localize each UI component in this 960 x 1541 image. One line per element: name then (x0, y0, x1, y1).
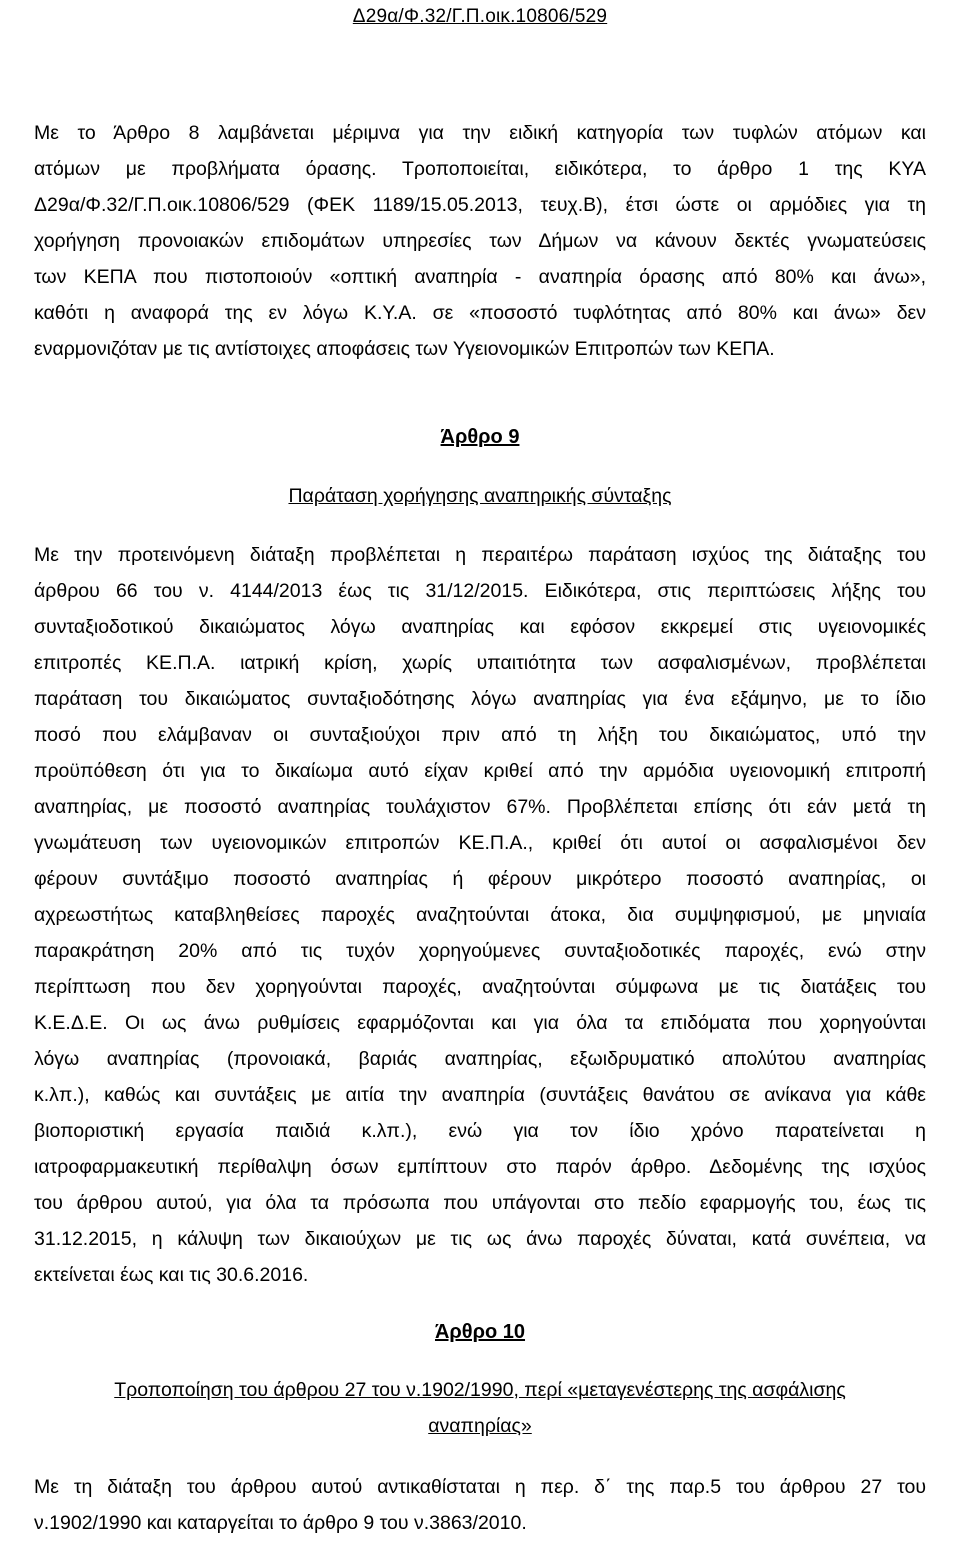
paragraph-line: εναρμονιζόταν με τις αντίστοιχες αποφάσεις των Υγειονομικών Επιτροπών των ΚΕΠΑ. (34, 338, 775, 360)
paragraph-line: παρακράτηση 20% από τις τυχόν χορηγούμενες συνταξιοδοτικές παροχές, ενώ στην (34, 940, 926, 962)
paragraph-line: συνταξιοδοτικού δικαιώματος λόγω αναπηρίας και εφόσον εκκρεμεί στις υγειονομικές (34, 616, 926, 638)
paragraph-line: των ΚΕΠΑ που πιστοποιούν «οπτική αναπηρία - αναπηρία όρασης από 80% και άνω», (34, 266, 926, 288)
paragraph-line: χορήγηση προνοιακών επιδομάτων υπηρεσίες των Δήμων να κάνουν δεκτές γνωματεύσεις (34, 230, 926, 252)
paragraph-line: Με το Άρθρο 8 λαμβάνεται μέριμνα για την ειδική κατηγορία των τυφλών ατόμων και (34, 122, 926, 144)
paragraph-line: ιατροφαρμακευτική περίθαλψη όσων εμπίπτουν στο παρόν άρθρο. Δεδομένης της ισχύος (34, 1156, 926, 1178)
paragraph-line: λόγω αναπηρίας (προνοιακά, βαριάς αναπηρίας, εξωιδρυματικό απολύτου αναπηρίας (34, 1048, 926, 1070)
paragraph-line: Κ.Ε.Δ.Ε. Οι ως άνω ρυθμίσεις εφαρμόζονται και για όλα τα επιδόματα που χορηγούνται (34, 1012, 926, 1034)
paragraph-line: ποσό που ελάμβαναν οι συνταξιούχοι πριν από τη λήξη του δικαιώματος, υπό την (34, 724, 926, 746)
paragraph-line: φέρουν συντάξιμο ποσοστό αναπηρίας ή φέρουν μικρότερο ποσοστό αναπηρίας, οι (34, 868, 926, 890)
article-10-paragraph (34, 1469, 926, 1541)
paragraph-line: Με τη διάταξη του άρθρου αυτού αντικαθίσταται η περ. δ΄ της παρ.5 του άρθρου 27 του (34, 1476, 926, 1498)
paragraph-line: άρθρου 66 του ν. 4144/2013 έως τις 31/12/2015. Ειδικότερα, στις περιπτώσεις λήξης του (34, 580, 926, 602)
paragraph-line: ν.1902/1990 και καταργείται το άρθρο 9 του ν.3863/2010. (34, 1512, 527, 1534)
paragraph-line: εκτείνεται έως και τις 30.6.2016. (34, 1264, 309, 1286)
paragraph-line: κ.λπ.), καθώς και συντάξεις με αιτία την αναπηρία (συντάξεις θανάτου σε ανίκανα για κάθε (34, 1084, 926, 1106)
paragraph-line: του άρθρου αυτού, για όλα τα πρόσωπα που υπάγονται στο πεδίο εφαρμογής του, έως τις (34, 1192, 926, 1214)
paragraph-line: Δ29α/Φ.32/Γ.Π.οικ.10806/529 (ΦΕΚ 1189/15.05.2013, τευχ.Β), έτσι ώστε οι αρμόδιες για τη (34, 194, 926, 216)
paragraph-line: αναπηρίας, με ποσοστό αναπηρίας τουλάχιστον 67%. Προβλέπεται επίσης ότι εάν μετά τη (34, 796, 926, 818)
paragraph-line: γνωμάτευση των υγειονομικών επιτροπών ΚΕ.Π.Α., κριθεί ότι αυτοί οι ασφαλισμένοι δεν (34, 832, 926, 854)
article-9-paragraph (34, 537, 926, 1293)
paragraph-line: ατόμων με προβλήματα όρασης. Τροποποιείται, ειδικότερα, το άρθρο 1 της ΚΥΑ (34, 158, 926, 180)
article-9-subtitle: Παράταση χορήγησης αναπηρικής σύνταξης (288, 485, 672, 507)
paragraph-line: καθότι η αναφορά της εν λόγω Κ.Υ.Α. σε «ποσοστό τυφλότητας από 80% και άνω» δεν (34, 302, 926, 324)
article-10-subtitle-line-1: Τροποποίηση του άρθρου 27 του ν.1902/1990, περί «μεταγενέστερης της ασφάλισης (114, 1379, 846, 1401)
paragraph-line: προϋπόθεση ότι για το δικαίωμα αυτό είχαν κριθεί από την αρμόδια υγειονομική επιτροπή (34, 760, 926, 782)
paragraph-line: αχρεωστήτως καταβληθείσες παροχές αναζητούνται άτοκα, δια συμψηφισμού, με μηνιαία (34, 904, 926, 926)
paragraph-line: επιτροπές ΚΕ.Π.Α. ιατρική κρίση, χωρίς υπαιτιότητα των ασφαλισμένων, προβλέπεται (34, 652, 926, 674)
article-8-paragraph (34, 115, 926, 367)
article-9-title: Άρθρο 9 (440, 426, 520, 448)
paragraph-line: Με την προτεινόμενη διάταξη προβλέπεται η περαιτέρω παράταση ισχύος της διάταξης του (34, 544, 926, 566)
paragraph-line: περίπτωση που δεν χορηγούνται παροχές, αναζητούνται σύμφωνα με τις διατάξεις του (34, 976, 926, 998)
paragraph-line: 31.12.2015, η κάλυψη των δικαιούχων με τις ως άνω παροχές δύναται, κατά συνέπεια, να (34, 1228, 926, 1250)
article-10-subtitle-line-2: αναπηρίας» (428, 1415, 532, 1437)
article-10-title: Άρθρο 10 (434, 1321, 526, 1343)
paragraph-line: παράταση του δικαιώματος συνταξιοδότησης λόγω αναπηρίας για ένα εξάμηνο, με το ίδιο (34, 688, 926, 710)
document-reference: Δ29α/Φ.32/Γ.Π.οικ.10806/529 (352, 6, 608, 27)
paragraph-line: βιοποριστική εργασία παιδιά κ.λπ.), ενώ για τον ίδιο χρόνο παρατείνεται η (34, 1120, 926, 1142)
